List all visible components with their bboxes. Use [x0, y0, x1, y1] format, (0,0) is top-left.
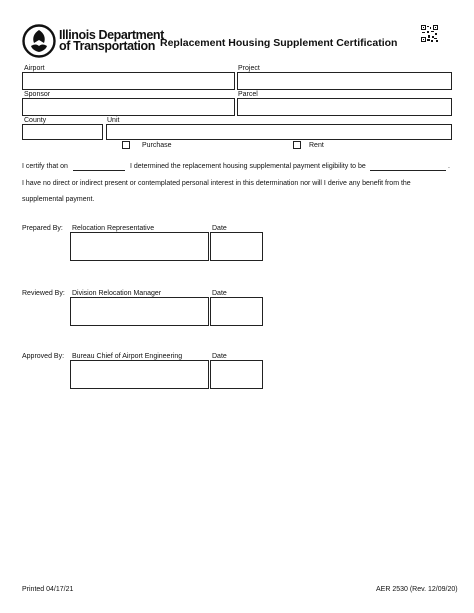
agency-name-line1: Illinois Department — [59, 28, 164, 42]
prepared-by-label: Prepared By: — [22, 225, 63, 232]
idot-logo — [22, 24, 56, 58]
sponsor-field[interactable] — [22, 98, 235, 116]
purchase-label: Purchase — [142, 142, 172, 149]
county-field[interactable] — [22, 124, 103, 140]
eligibility-amount-field[interactable] — [370, 170, 446, 171]
approved-by-role: Bureau Chief of Airport Engineering — [72, 353, 183, 360]
unit-label: Unit — [107, 117, 120, 124]
purchase-checkbox[interactable] — [122, 141, 130, 149]
approved-by-label: Approved By: — [22, 353, 65, 360]
unit-field[interactable] — [106, 124, 452, 140]
reviewed-date-label: Date — [212, 290, 227, 297]
form-title: Replacement Housing Supplement Certification — [160, 37, 398, 49]
sponsor-label: Sponsor — [24, 91, 51, 98]
parcel-field[interactable] — [237, 98, 452, 116]
reviewed-date-field[interactable] — [210, 297, 263, 326]
airport-label: Airport — [24, 65, 45, 72]
parcel-label: Parcel — [238, 91, 258, 98]
project-field[interactable] — [237, 72, 452, 90]
certify-date-field[interactable] — [73, 170, 125, 171]
rent-checkbox[interactable] — [293, 141, 301, 149]
prepared-date-label: Date — [212, 225, 227, 232]
airport-field[interactable] — [22, 72, 235, 90]
certify-middle: I determined the replacement housing supplemental payment eligibility to be — [130, 163, 366, 170]
county-label: County — [24, 117, 47, 124]
interest-statement-line2: supplemental payment. — [22, 196, 95, 203]
rent-label: Rent — [309, 142, 324, 149]
certify-end: . — [448, 163, 450, 170]
prepared-by-signature-field[interactable] — [70, 232, 209, 261]
qr-code — [421, 25, 438, 42]
printed-date: Printed 04/17/21 — [22, 586, 74, 593]
interest-statement-line1: I have no direct or indirect present or contemplated personal interest in this determination nor will I derive any benefit from the — [22, 180, 411, 187]
approved-date-field[interactable] — [210, 360, 263, 389]
project-label: Project — [238, 65, 260, 72]
form-number: AER 2530 (Rev. 12/09/20) — [376, 586, 458, 593]
qr-code-icon — [421, 25, 438, 42]
reviewed-by-label: Reviewed By: — [22, 290, 65, 297]
certify-prefix: I certify that on — [22, 163, 68, 170]
agency-name-line2: of Transportation — [59, 39, 155, 53]
prepared-by-role: Relocation Representative — [72, 225, 155, 232]
approved-date-label: Date — [212, 353, 227, 360]
approved-by-signature-field[interactable] — [70, 360, 209, 389]
reviewed-by-signature-field[interactable] — [70, 297, 209, 326]
reviewed-by-role: Division Relocation Manager — [72, 290, 162, 297]
idot-logo-icon — [22, 24, 56, 58]
prepared-date-field[interactable] — [210, 232, 263, 261]
